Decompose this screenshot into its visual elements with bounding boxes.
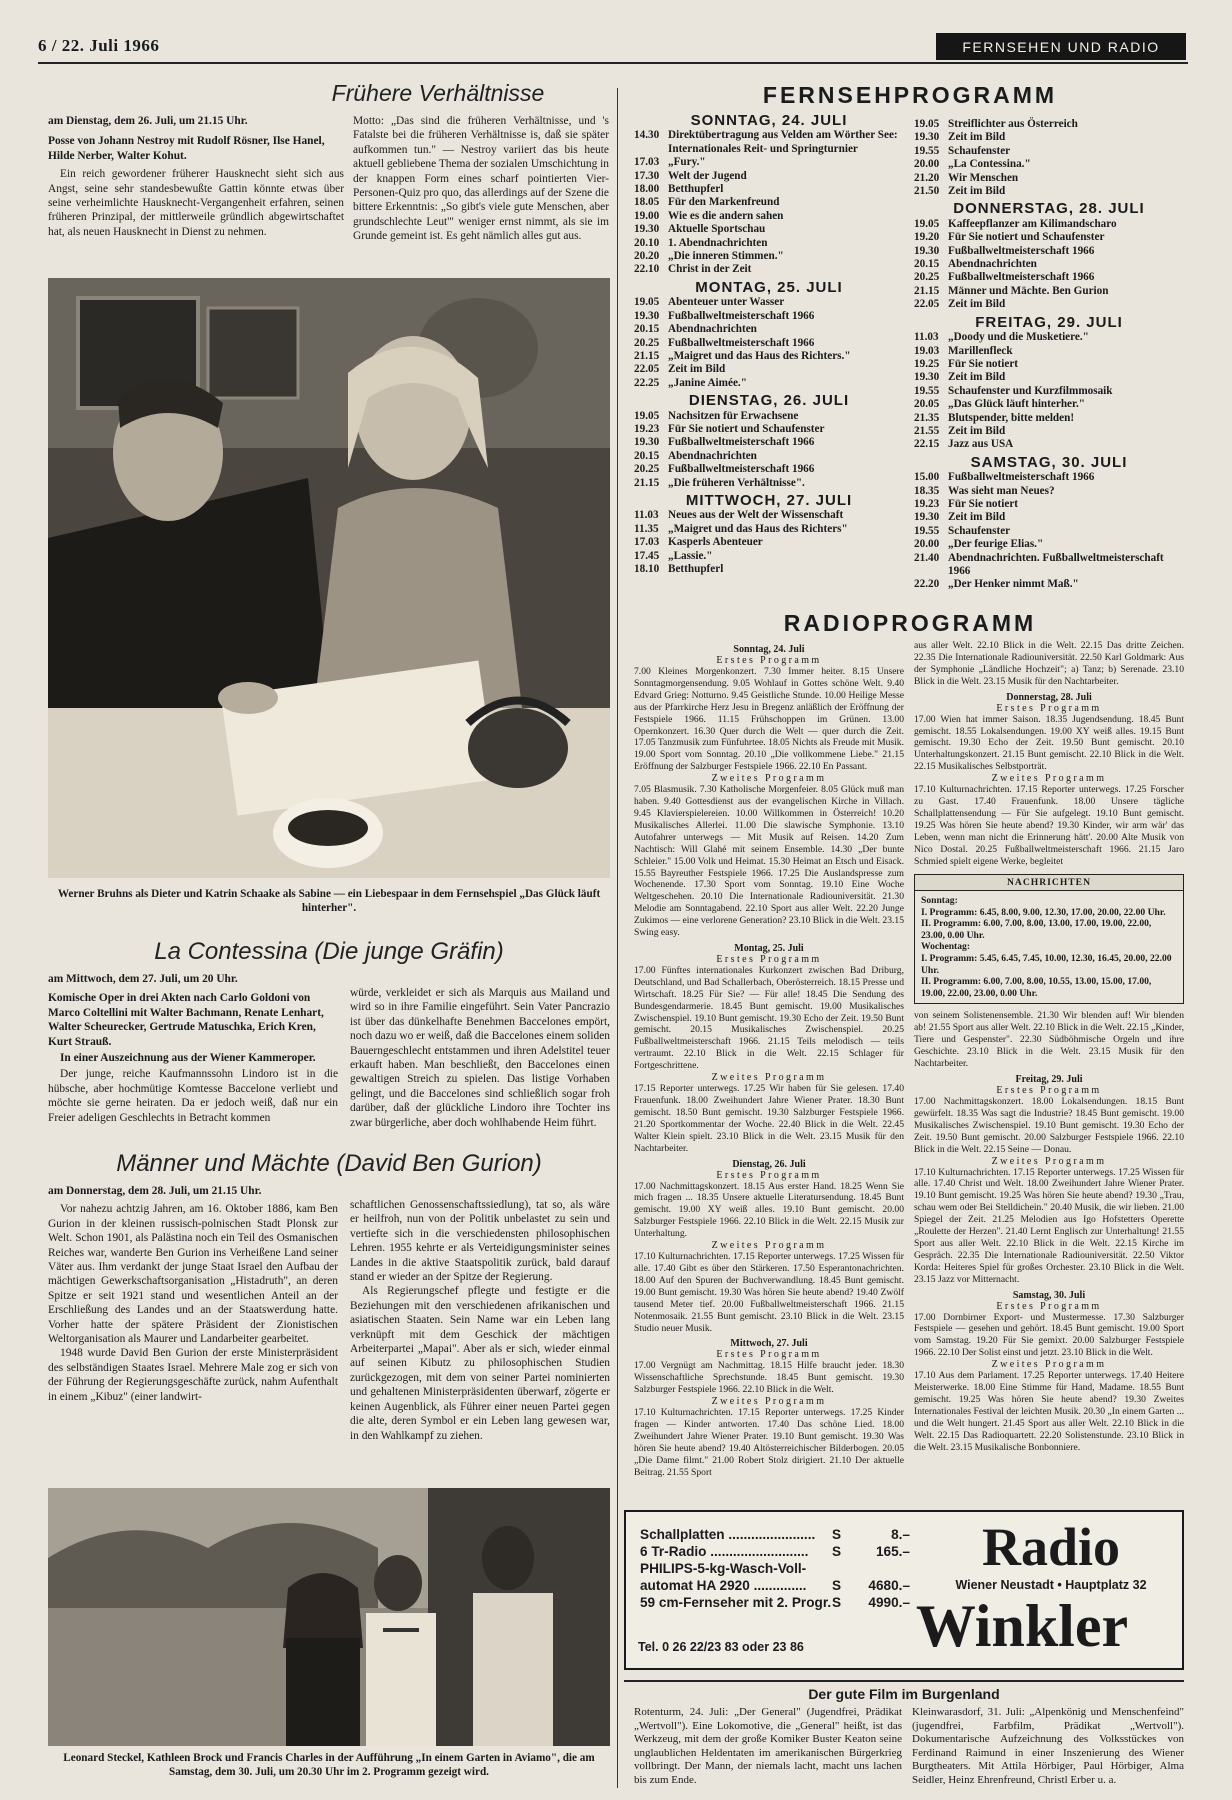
- tv-title: Fußballweltmeisterschaft 1966: [668, 436, 815, 449]
- article1-body-right: Motto: „Das sind die früheren Verhältnisse, und 's Fatalste bei die früheren Verhältnisse is, daß sie später aufkommen tun." — Nestroy variiert das bis heute aktuell gebliebene Thema der sozialen Umschichtung in der knappen Form eines scharf pointierten Vier-Personen-Quiz pro quo, das allerdings auf der Szene die bittere Erkenntnis: „So gibt's viele gute Menschen, aber grundschlechte Leut'" weniger ernst nimmt, als sie im Grunde gemeint ist. Es geht nämlich alles gut aus.: [353, 115, 609, 243]
- tv-time: 20.00: [914, 158, 940, 171]
- tv-program-item: [914, 118, 1184, 131]
- ad-address: Wiener Neustadt • Hauptplatz 32: [955, 1578, 1147, 1592]
- news-box-title: NACHRICHTEN: [915, 875, 1183, 892]
- radio-day-heading: Donnerstag, 28. Juli: [1006, 691, 1092, 703]
- tv-title: Fußballweltmeisterschaft 1966: [668, 309, 815, 322]
- ad-brand-radio: Radio: [981, 1517, 1121, 1577]
- tv-program-item: [634, 410, 904, 423]
- ad-price-line: [640, 1526, 910, 1543]
- tv-time: 20.00: [914, 538, 940, 551]
- radio-listings: von seinem Solistenensemble. 21.30 Wir blenden auf! Wir blenden ab! 21.55 Sport aus aller Welt. 22.10 Blick in die Welt. 22.15 „Kinder, Tiere und Gespenster". 22.30 Südböhmische Orgeln und ihre Geschichte. 23.10 Blick in die Welt. 23.15 Musik für den Nachtarbeiter.: [914, 1010, 1184, 1070]
- radio-listings: 17.10 Kulturnachrichten. 17.15 Reporter unterwegs. 17.25 Wissen für alle. 17.40 Christ und Welt. 18.00 Zweihundert Jahre Wiener Prater. 19.10 Bunt gemischt. 19.25 Was hören Sie heute abend? 19.30 „Trau, schau wem oder Bei Stelldichein." 20.40 Musik, die wir lieben. 21.00 Spiegel der Zeit. 21.25 Melodien aus Igo Hofstetters Operette „Roulette der Herzen". 21.40 Lernt Englisch zur Unterhaltung! 21.55 Sport aus aller Welt. 22.10 Blick in die Welt. 22.15 Kirche im Gespräch. 22.35 Die Internationale Radiouniversität. 22.50 Viktor Korda: Heiteres Spiel für großes Orchester. 23.10 Blick in die Welt. 23.15 Jazz vor Mitternacht.: [914, 1166, 1184, 1285]
- ad-currency: S: [832, 1544, 842, 1559]
- tv-program-heading: FERNSEHPROGRAMM: [762, 82, 1058, 108]
- tv-program-item: [914, 245, 1184, 258]
- article2-title: La Contessina (Die junge Gräfin): [154, 938, 504, 965]
- ad-currency: [832, 1560, 850, 1577]
- tv-time: 19.05: [914, 118, 940, 130]
- news-time-line: II. Programm: 6.00, 7.00, 8.00, 10.55, 13.00, 15.00, 17.00, 19.00, 22.00, 23.00, 0.00 Uhr.: [921, 976, 1152, 999]
- tv-program-item: [634, 377, 904, 390]
- tv-time: 22.15: [914, 438, 940, 451]
- tv-program-item: [914, 498, 1184, 511]
- tv-time: 20.20: [634, 250, 660, 263]
- tv-time: 20.05: [914, 398, 940, 411]
- tv-title: Fußballweltmeisterschaft 1966: [668, 336, 815, 349]
- tv-program-item: [634, 223, 904, 236]
- tv-title: Abendnachrichten: [668, 323, 757, 336]
- radio-day-heading: Dienstag, 26. Juli: [732, 1158, 806, 1170]
- news-times-box: [914, 874, 1184, 1005]
- radio-day-heading: Sonntag, 24. Juli: [733, 644, 805, 655]
- ad-price-line: [640, 1560, 910, 1577]
- article3-right-column: [350, 1198, 610, 1443]
- tv-title: Zeit im Bild: [948, 185, 1006, 198]
- tv-time: 19.05: [914, 217, 940, 230]
- tv-time: 21.50: [914, 185, 940, 198]
- radio-day-heading: Freitag, 29. Juli: [1015, 1073, 1083, 1085]
- film-rotenturm: Rotenturm, 24. Juli: „Der General" (Jugendfrei, Prädikat „Wertvoll"). Eine Lokomotive, die „General" heißt, ist das Werkzeug, mit dem der große Komiker Buster Keaton seine unglaublichen Heldentaten im amerikanischen Bürgerkrieg vollbringt. Der Mann, der niemals lacht, macht uns lachen bis zum Ende.: [634, 1706, 902, 1786]
- film-section-heading: Der gute Film im Burgenland: [808, 1686, 1000, 1702]
- tv-title: Für Sie notiert und Schaufenster: [948, 231, 1105, 244]
- tv-title: „Fury.": [668, 156, 706, 169]
- radio-program-label: Erstes Programm: [716, 1349, 822, 1361]
- tv-program-item: [634, 363, 904, 376]
- tv-time: 11.35: [634, 522, 659, 535]
- tv-title: „La Contessina.": [948, 158, 1031, 171]
- ad-telephone: Tel. 0 26 22/23 83 oder 23 86: [638, 1640, 804, 1654]
- tv-program-item: [914, 438, 1184, 451]
- tv-time: 19.55: [914, 384, 940, 397]
- article1-title: Frühere Verhältnisse: [331, 80, 545, 106]
- radio-winkler-ad: [624, 1510, 1184, 1670]
- tv-title: 1. Abendnachrichten: [668, 236, 768, 249]
- tv-title: „Die früheren Verhältnisse".: [668, 476, 805, 489]
- tv-title: Wir Menschen: [948, 171, 1019, 184]
- tv-program-item: [634, 350, 904, 363]
- article2-body-left: Der junge, reiche Kaufmannssohn Lindoro ist in die hübsche, aber hochmütige Komtesse Baccelone verliebt und möchte sie gerne heiraten. Da er jedoch weiß, daß nur ein Freier adeligen Geschlechts in Betracht kommen: [48, 1068, 338, 1124]
- tv-time: 19.30: [634, 223, 660, 236]
- film-section-rule: [624, 1680, 1184, 1682]
- tv-title: Direktübertragung aus Velden am Wörther See: Internationales Reit- und Springturnier: [668, 129, 898, 155]
- tv-title: „Janine Aimée.": [668, 376, 747, 389]
- tv-time: 21.55: [914, 424, 940, 437]
- radio-listings: 17.10 Kulturnachrichten. 17.15 Reporter unterwegs. 17.25 Forscher zu Gast. 17.40 Frauenfunk. 18.00 Unsere tägliche Schallplattensendung — Für Sie aufgelegt. 19.10 Bunt gemischt. 19.25 Was hören Sie heute abend? 19.30 Kinder, wir arm wär' das Leben, wenn man nicht die Erinnerung hätt'. 20.00 Alte Musik von Nico Dostal. 20.25 Fußballweltmeisterschaft 1966. 21.15 Jaro Schmied spielt eigene Werke, begleitet: [914, 784, 1184, 867]
- news-time-line: I. Programm: 6.45, 8.00, 9.00, 12.30, 17.00, 20.00, 22.00 Uhr.: [921, 906, 1166, 918]
- tv-program-item: [634, 250, 904, 263]
- ad-price: [850, 1560, 910, 1577]
- tv-day-heading: DONNERSTAG, 28. JULI: [953, 200, 1145, 218]
- tv-title: Zeit im Bild: [948, 424, 1006, 437]
- news-time-line: Wochentag:: [921, 941, 971, 953]
- tv-time: 17.45: [634, 549, 660, 562]
- play-still-illustration: [48, 1488, 610, 1746]
- ad-price-line: [640, 1577, 910, 1594]
- tv-title: Blutspender, bitte melden!: [948, 411, 1075, 424]
- news-time-line: II. Programm: 6.00, 7.00, 8.00, 13.00, 17.00, 19.00, 22.00, 23.00, 0.00 Uhr.: [921, 918, 1152, 941]
- tv-time: 19.30: [634, 309, 660, 322]
- tv-time: 20.15: [634, 323, 660, 336]
- article1-credits: Posse von Johann Nestroy mit Rudolf Rösner, Ilse Hanel, Hilde Nerber, Walter Kohut.: [48, 135, 325, 162]
- radio-listings: 17.00 Vergnügt am Nachmittag. 18.15 Hilfe braucht jeder. 18.30 Wissenschaftliche Sprechstunde. 18.45 Bunt gemischt. 19.30 Salzburger Festspiele 1966. 22.10 Blick in die Welt.: [634, 1360, 904, 1396]
- tv-program-item: [634, 310, 904, 323]
- tv-program-item: [634, 196, 904, 209]
- tv-program-item: [914, 398, 1184, 411]
- tv-time: 20.10: [634, 236, 660, 249]
- play-still-photo: [48, 1488, 610, 1746]
- tv-program-item: [634, 237, 904, 250]
- tv-title: Neues aus der Welt der Wissenschaft: [668, 509, 844, 522]
- tv-time: 19.30: [634, 436, 660, 449]
- tv-day-heading: DIENSTAG, 26. JULI: [688, 392, 850, 410]
- tv-program-item: [914, 538, 1184, 551]
- tv-program-item: [634, 477, 904, 490]
- tv-time: 15.00: [914, 471, 940, 484]
- tv-title: Männer und Mächte. Ben Gurion: [948, 284, 1109, 297]
- radio-program-label: Erstes Programm: [996, 1300, 1102, 1312]
- radio-program-label: Erstes Programm: [716, 953, 822, 965]
- tv-program-item: [914, 511, 1184, 524]
- tv-time: 21.15: [634, 476, 660, 489]
- tv-program-item: [914, 271, 1184, 284]
- radio-listings: 17.10 Aus dem Parlament. 17.25 Reporter unterwegs. 17.40 Heitere Meisterwerke. 18.00 Eine Stimme für Hand, Madame. 18.55 Bunt gemischt. 19.25 Was hören Sie heute abend? 19.30 Zweites Internationales Festival der leichten Musik. 20.30 „In einem Garten ... und die Welt hungert. 21.45 Sport aus aller Welt. 22.10 Blick in die Welt. 22.15 Das Radioquartett. 22.20 Solistenstunde. 23.10 Blick in die Welt. 23.15 Musikalische Bonbonniere.: [914, 1370, 1184, 1453]
- tv-program-item: [914, 331, 1184, 344]
- tv-title: Schaufenster: [948, 144, 1011, 157]
- tv-time: 22.05: [634, 363, 660, 376]
- tv-time: 22.05: [914, 298, 940, 311]
- tv-time: 20.15: [914, 258, 940, 271]
- news-time-line: I. Programm: 5.45, 6.45, 7.45, 10.00, 12.30, 16.45, 20.00, 22.00 Uhr.: [921, 953, 1172, 976]
- radio-listings: 7.05 Blasmusik. 7.30 Katholische Morgenfeier. 8.05 Glück muß man haben. 9.40 Gottesdienst aus der evangelischen Kirche in Villach. 9.45 Klavierspielereien. 10.00 Willkommen in Österreich! 10.20 Musikalisches Allerlei. 11.00 Die slawische Symphonie. 13.10 Autofahrer unterwegs — Mit Musik auf Reisen. 14.20 Zum Nachtisch: Will Glahé mit seinem Ensemble. 14.30 „Der bunte Schleier." 15.00 Volk und Heimat. 15.30 Heimat an Etsch und Eisack. 15.55 Bayreuther Festspiele 1966. 17.25 Die Auslandspresse zum Wochenende. 17.30 Sport vom Sonntag. 19.10 Eine Woche Weltgeschehen. 20.10 Die Internationale Radiouniversität. 21.30 Melodie am Sonntagabend. 22.10 Sport aus aller Welt. 22.20 Junge Zukimos — eine verlorene Generation? 23.10 Blick in die Welt. 23.15 Swing easy.: [634, 784, 905, 939]
- radio-listings: 17.10 Kulturnachrichten. 17.15 Reporter unterwegs. 17.25 Wissen für alle. 17.40 Gibt es über den Stärkeren. 17.50 Esperantonachrichten. 18.00 Auf den Spuren der Buchverwandlung. 18.45 Bunt gemischt. 19.00 Bunt gemischt. 19.30 Was hören Sie heute abend? 19.40 Zwölf tausend Meter tief. 20.00 Fußballweltmeisterschaft 1966. 21.15 Notenmosaik. 21.55 Bunt gemischt. 23.10 Blick in die Welt. 23.15 Studio neuer Musik.: [634, 1251, 904, 1334]
- radio-program-label: Zweites Programm: [711, 773, 827, 785]
- tv-title: Marillenfleck: [948, 344, 1013, 357]
- tv-title: Fußballweltmeisterschaft 1966: [948, 471, 1095, 484]
- article2-date: am Mittwoch, dem 27. Juli, um 20 Uhr.: [48, 973, 238, 985]
- tv-title: Abendnachrichten: [948, 258, 1037, 271]
- tv-program-item: [914, 131, 1184, 144]
- tv-program-item: [914, 145, 1184, 158]
- tv-time: 11.03: [914, 331, 939, 344]
- radio-listings: 17.00 Nachmittagskonzert. 18.00 Lokalsendungen. 18.15 Bunt gewürfelt. 18.35 Was sagt die Industrie? 18.45 Bunt gemischt. 19.00 Musikalisches Zwischenspiel. 19.10 Bunt gemischt. 19.30 Echo der Zeit. 19.50 Bunt gemischt. 20.00 Salzburger Festspiele 1966. 22.10 Blick in die Welt. 22.15 Seine — Donau.: [914, 1095, 1184, 1155]
- radio-program-label: Zweites Programm: [991, 1155, 1107, 1167]
- tv-program-item: [634, 563, 904, 576]
- ad-price: 165.–: [875, 1544, 910, 1559]
- tv-title: „Maigret und das Haus des Richters.": [668, 349, 851, 362]
- tv-time: 20.25: [914, 271, 940, 284]
- tv-program-item: [634, 263, 904, 276]
- radio-listings: 17.00 Nachmittagskonzert. 18.15 Aus erster Hand. 18.25 Wenn Sie mich fragen ... 18.35 Unsere aktuelle Literatursendung. 18.45 Bunt gemischt. 19.00 XY weiß alles. 19.10 Bunt gemischt. 20.00 Salzburger Festspiele 1966. 22.10 Blick in die Welt. 22.15 Musik zur Unterhaltung.: [634, 1180, 904, 1240]
- tv-title: Was sieht man Neues?: [948, 484, 1055, 497]
- tv-time: 19.30: [914, 511, 940, 524]
- header-rule: [38, 62, 1188, 64]
- tv-title: Fußballweltmeisterschaft 1966: [948, 244, 1095, 257]
- tv-title: Zeit im Bild: [948, 298, 1006, 311]
- radio-listings: 7.00 Kleines Morgenkonzert. 7.30 Immer heiter. 8.15 Unsere Sonntagmorgensendung. 9.05 Wohlauf in Gottes schöne Welt. 9.40 Edvard Grieg: Notturno. 9.45 Geistliche Stunde. 10.00 Heilige Messe aus der Pfarrkirche Herz Jesu in Bregenz anläßlich der Eröffnung der Festspiele 1966. 11.15 Frühschoppen im Grünen. 13.00 Opernkonzert. 16.30 Quer durch die Welt — quer durch die Zeit. 17.05 Tanzmusik zum Fünfuhrtee. 18.05 Nichts als Freude mit Musik. 19.00 Sport vom Sonntag. 20.10 „Die vollkommene Liebe." 21.15 Eröffnung der Salzburger Festspiele 1966. 22.10 En Passant.: [634, 666, 904, 773]
- tv-title: Kasperls Abenteuer: [668, 536, 763, 549]
- radio-day-heading: Montag, 25. Juli: [734, 942, 804, 954]
- tv-program-item: [914, 552, 1184, 579]
- tv-program-item: [634, 509, 904, 522]
- tv-program-item: [634, 296, 904, 309]
- tv-program-item: [914, 218, 1184, 231]
- tv-program-column-2: [914, 118, 1184, 592]
- tv-program-item: [914, 485, 1184, 498]
- tv-program-item: [914, 172, 1184, 185]
- tv-title: „Der feurige Elias.": [948, 538, 1044, 551]
- radio-program-label: Erstes Programm: [996, 1084, 1102, 1096]
- tv-program-item: [634, 463, 904, 476]
- ad-price: 8.–: [891, 1527, 910, 1542]
- tv-program-item: [914, 385, 1184, 398]
- tv-title: Kaffeepflanzer am Kilimandscharo: [948, 217, 1117, 230]
- tv-program-item: [634, 436, 904, 449]
- tv-title: Fußballweltmeisterschaft 1966: [668, 463, 815, 476]
- tv-time: 21.35: [914, 411, 940, 424]
- radio-program-left-column: [634, 640, 904, 1479]
- tv-time: 19.20: [914, 231, 940, 244]
- tv-title: „Der Henker nimmt Maß.": [948, 578, 1079, 591]
- radio-listings: 17.10 Kulturnachrichten. 17.15 Reporter unterwegs. 17.25 Kinder fragen — Kinder antworten. 17.40 Das schöne Lied. 18.00 Zweihundert Jahre Wiener Prater. 19.10 Bunt gemischt. 19.30 Was hören Sie heute abend? 19.40 Altösterreichischer Bilderbogen. 20.05 „Die Dame filmt." 21.00 Robert Stolz dirigiert. 21.10 Der aktuelle Beitrag. 21.55 Sport: [634, 1407, 904, 1478]
- tv-title: Schaufenster und Kurzfilmmosaik: [948, 384, 1113, 397]
- tv-program-item: [634, 129, 904, 156]
- film-kleinwarasdorf: Kleinwarasdorf, 31. Juli: „Alpenkönig und Menschenfeind" (jugendfrei, Farbfilm, Prädikat „Wertvoll"). Dokumentarische Aufzeichnung des Volksstückes von Ferdinand Raimund in einer Inszenierung des Wiener Burgtheaters. Mit Attila Hörbiger, Paul Hörbiger, Alma Seidler, Heinz Ehrenfreund, Christl Erber u. a.: [912, 1706, 1184, 1786]
- tv-title: Abendnachrichten: [668, 449, 757, 462]
- tv-program-item: [914, 158, 1184, 171]
- ad-currency: S: [832, 1578, 842, 1593]
- radio-program-label: Erstes Programm: [716, 1169, 822, 1181]
- tv-time: 18.10: [634, 563, 660, 575]
- article1-right-column: [353, 114, 609, 244]
- radio-program-label: Zweites Programm: [991, 773, 1107, 785]
- tv-program-item: [914, 258, 1184, 271]
- radio-listings: 17.15 Reporter unterwegs. 17.25 Wir haben für Sie gelesen. 17.40 Frauenfunk. 18.00 Zweihundert Jahre Wiener Prater. 18.30 Bunt gemischt. 18.50 Bunt gemischt. 19.30 Salzburger Festspiele 1966. 21.20 Sportkommentar der Woche. 22.40 Blick in die Welt. 22.45 Walter Klein spielt. 23.10 Blick in die Welt. 23.15 Musik für den Nachtarbeiter.: [634, 1083, 904, 1154]
- ad-price: 4680.–: [868, 1578, 910, 1593]
- page-date: 6 / 22. Juli 1966: [38, 36, 160, 55]
- article1-body-left: Ein reich gewordener früherer Hausknecht sieht sich aus Angst, seine sehr standesbewußte Gattin könnte etwas über seine verheimlichte Hausknecht-Vergangenheit erfahren, seinen früheren Prinzipal, der mittlerweile gründlich abgewirtschaftet hat, als neuen Hausknecht in Dienst zu nehmen.: [48, 168, 344, 238]
- tv-time: 17.30: [634, 169, 660, 182]
- tv-time: 14.30: [634, 129, 660, 142]
- article1-left-column: [48, 114, 344, 239]
- tv-title: „Doody und die Musketiere.": [948, 331, 1089, 344]
- news-time-line: Sonntag:: [921, 895, 958, 907]
- tv-title: „Lassie.": [668, 549, 713, 562]
- article2-left-column: [48, 972, 338, 1125]
- tv-program-item: [634, 450, 904, 463]
- tv-day-heading: MONTAG, 25. JULI: [695, 278, 843, 296]
- tv-program-item: [634, 550, 904, 563]
- column-divider: [617, 88, 618, 1788]
- article3-title: Männer und Mächte (David Ben Gurion): [116, 1150, 542, 1177]
- tv-time: 20.15: [634, 449, 660, 462]
- tv-title: Abendnachrichten. Fußballweltmeisterschaft 1966: [948, 551, 1164, 577]
- tv-time: 19.05: [634, 296, 660, 309]
- tv-day-heading: FREITAG, 29. JULI: [975, 313, 1123, 331]
- article3-body-right: schaftlichen Genossenschaftssiedlung), tat so, als wäre er heilfroh, nun von der Politik unbelastet zu sein und vertiefte sich in die verschiedensten philosophischen Lehren. 1955 kehrte er als Verteidigungsminister seines Landes in die aktive Staatspolitik zurück, bald darauf stand er wieder an der Spitze der Regierung. Als Regierungschef pflegte und festigte er die Beziehungen mit den verschiedenen afrikanischen und asiatischen Staaten. Sein Name war ein Leben lang verknüpft mit dem Geschick der mächtigen Arbeiterpartei „Mapai". Aber als er sich, wieder einmal auf seinen Kibutz zu philosophischen Studien zurückgezogen, mit dem von seiner Partei nominierten und gehaltenen Ministerpräsidenten überwarf, zögerte er keinen Augenblick, als Führer einer neuen Partei gegen die alte, deren Symbol er ein Leben lang gewesen war, in den Wahlkampf zu ziehen.: [350, 1199, 610, 1442]
- tv-title: Streiflichter aus Österreich: [948, 118, 1078, 130]
- tv-day-heading: SAMSTAG, 30. JULI: [970, 453, 1128, 471]
- tv-program-item: [914, 231, 1184, 244]
- ad-item: 59 cm-Fernseher mit 2. Progr.: [640, 1595, 832, 1610]
- tv-program-item: [634, 210, 904, 223]
- section-banner: FERNSEHEN UND RADIO: [936, 33, 1186, 60]
- tv-time: 19.25: [914, 357, 940, 370]
- ad-item: Schallplatten .......................: [640, 1527, 816, 1542]
- tv-title: Betthupferl: [668, 183, 724, 196]
- tv-title: Schaufenster: [948, 524, 1011, 537]
- radio-listings: 17.00 Dornbirner Export- und Mustermesse. 17.30 Salzburger Festspiele — gesehen und gehört. 18.45 Bunt gemischt. 19.00 Sport vom Samstag. 19.20 Für Sie gemixt. 20.00 Salzburger Festspiele 1966. 22.10 Der Solist einst und jetzt. 23.10 Blick in die Welt.: [914, 1311, 1184, 1359]
- tv-time: 17.03: [634, 536, 660, 549]
- tv-program-item: [634, 156, 904, 169]
- tv-time: 19.03: [914, 344, 940, 357]
- ad-currency: S: [832, 1527, 842, 1542]
- tv-program-column-1: [634, 110, 904, 576]
- tv-time: 19.55: [914, 524, 940, 537]
- tv-time: 18.35: [914, 484, 940, 497]
- tv-program-item: [634, 337, 904, 350]
- radio-day-heading: Mittwoch, 27. Juli: [730, 1338, 808, 1350]
- tv-title: Christ in der Zeit: [668, 263, 752, 276]
- tv-program-item: [914, 525, 1184, 538]
- tv-title: Welt der Jugend: [668, 169, 747, 182]
- tv-program-item: [914, 412, 1184, 425]
- tv-program-item: [634, 170, 904, 183]
- ad-item: PHILIPS-5-kg-Wasch-Voll-: [640, 1561, 807, 1576]
- tv-title: Wie es die andern sahen: [668, 209, 784, 222]
- article2-body-right: würde, verkleidet er sich als Marquis aus Mailand und wird so in ihre Familie eingeführt. Sein Vater Pancrazio ist über das dünkelhafte Benehmen Baccelones empört, noch dazu wo er weiß, daß die Baccelones einem soliden Bauerngeschlecht entstammen und ihren Adelstitel teuer erkauft haben. Man beschließt, den Baccelones einen gewaltigen Streich zu spielen. Das listige Vorhaben gelingt, und die Baccelones sind schließlich sogar froh darüber, daß der glückliche Lindoro ihre Tochter ins zwar bürgerliche, aber doch wohlhabende Heim führt.: [350, 987, 610, 1129]
- tv-title: Nachsitzen für Erwachsene: [668, 409, 799, 422]
- ad-price: 4990.–: [868, 1595, 910, 1610]
- tv-day-heading: MITTWOCH, 27. JULI: [685, 491, 853, 509]
- tv-program-item: [914, 298, 1184, 311]
- tv-title: Fußballweltmeisterschaft 1966: [948, 271, 1095, 284]
- tv-time: 20.25: [634, 463, 660, 476]
- radio-listings: 17.00 Fünftes internationales Kurkonzert zwischen Bad Driburg, Deutschland, und Bad Schallerbach, Oberösterreich. 18.15 Presse und Wirtschaft. 18.25 Für Sie? — Für alle! 18.45 Die Sendung des Bundesgendarmerie. 18.45 Bunt gemischt. 19.00 Musikalisches Zwischenspiel. 19.10 Bunt gemischt. 19.30 Echo der Zeit. 19.50 Bunt gemischt. 20.15 Musikalisches Zwischenspiel. 20.25 Fußballweltmeisterschaft 1966. 21.15 Teils melodisch — teils vertraumt. 22.10 Blick in die Welt. 22.15 Schlager für Fortgeschrittene.: [634, 964, 904, 1072]
- tv-program-item: [634, 536, 904, 549]
- tv-program-item: [914, 345, 1184, 358]
- radio-listings: aus aller Welt. 22.10 Blick in die Welt. 22.15 Das dritte Zeichen. 22.35 Die Internationale Radiouniversität. 22.50 Karl Goldmark: Aus der Symphonie „Ländliche Hochzeit"; a) Tanz; b) Serenade. 23.10 Blick in die Welt. 23.15 Musik für den Nachtarbeiter.: [914, 640, 1184, 687]
- ad-brand-winkler: Winkler: [915, 1593, 1129, 1659]
- tv-title: Für Sie notiert: [948, 357, 1019, 370]
- tv-title: Jazz aus USA: [948, 438, 1014, 451]
- tv-title: Zeit im Bild: [668, 363, 726, 376]
- tv-time: 22.20: [914, 578, 940, 591]
- tv-title: Für Sie notiert: [948, 497, 1019, 510]
- tv-program-item: [634, 523, 904, 536]
- tv-program-item: [914, 425, 1184, 438]
- tv-title: „Maigret und das Haus des Richters": [668, 522, 848, 535]
- tv-program-item: [634, 423, 904, 436]
- tv-time: 19.23: [914, 497, 940, 510]
- radio-program-heading: RADIOPROGRAMM: [783, 610, 1037, 636]
- article2-credits: Komische Oper in drei Akten nach Carlo Goldoni von Marco Coltellini mit Walter Bachmann, Renate Lenhart, Walter Scheurecker, Gertrude Matuschka, Erich Kren, Kurt Strauß.: [48, 992, 324, 1048]
- radio-program-label: Zweites Programm: [711, 1240, 827, 1252]
- ad-item: automat HA 2920 ..............: [640, 1578, 807, 1593]
- ad-currency: S: [832, 1595, 842, 1610]
- radio-program-label: Zweites Programm: [991, 1359, 1107, 1371]
- tv-time: 19.23: [634, 422, 660, 435]
- radio-program-label: Zweites Programm: [711, 1072, 827, 1084]
- tv-still-illustration: [48, 278, 610, 878]
- tv-time: 21.40: [914, 551, 940, 564]
- tv-time: 20.25: [634, 336, 660, 349]
- tv-program-item: [914, 471, 1184, 484]
- tv-title: „Das Glück läuft hinterher.": [948, 398, 1085, 411]
- tv-title: Für Sie notiert und Schaufenster: [668, 422, 825, 435]
- tv-time: 19.00: [634, 209, 660, 222]
- tv-program-item: [914, 578, 1184, 591]
- tv-program-item: [914, 285, 1184, 298]
- radio-program-right-column: [914, 640, 1184, 1454]
- tv-day-heading: SONNTAG, 24. JULI: [690, 112, 848, 129]
- tv-time: 21.20: [914, 171, 940, 184]
- tv-title: Aktuelle Sportschau: [668, 223, 766, 236]
- ad-item: 6 Tr-Radio ..........................: [640, 1544, 809, 1559]
- tv-title: Betthupferl: [668, 563, 724, 575]
- radio-program-label: Zweites Programm: [711, 1396, 827, 1408]
- tv-time: 19.05: [634, 409, 660, 422]
- tv-still-photo: [48, 278, 610, 878]
- tv-program-item: [634, 183, 904, 196]
- tv-time: 19.55: [914, 144, 940, 157]
- tv-program-item: [914, 371, 1184, 384]
- tv-time: 18.00: [634, 183, 660, 196]
- article3-body-left: Vor nahezu achtzig Jahren, am 16. Oktober 1886, kam Ben Gurion in der kleinen russisch-polnischen Stadt Plonsk zur Welt. Schon 1901, als Palästina noch ein Teil des Osmanischen Reiches war, wanderte Ben Gurion ins Verheißene Land seiner Väter aus. Ihm verdankt der junge Staat Israel den Aufbau der mächtigen Gewerkschaftsorganisation „Histadruth", an deren Spitze er seit 1921 stand und wesentlichen Anteil an der Erschließung des Landes und an der Staatswerdung hatte. Vorher hatte der spätere Präsident der Zionistischen Weltorganisation als Maurer und Landarbeiter gearbeitet. 1948 wurde David Ben Gurion der erste Ministerpräsident des selbständigen Staates Israel. Mehrere Male zog er sich von der Führung der Regierungsgeschäfte zurück, nahm Aufenthalt in einem „Kibuz" (einer landwirt-: [48, 1203, 338, 1403]
- tv-title: Zeit im Bild: [948, 511, 1006, 524]
- ad-price-line: [640, 1543, 910, 1560]
- tv-program-item: [634, 323, 904, 336]
- photo2-caption: Leonard Steckel, Kathleen Brock und Francis Charles in der Aufführung „In einem Garten in Aviamo", die am Samstag, dem 30. Juli, um 20.30 Uhr im 2. Programm gezeigt wird.: [63, 1752, 595, 1778]
- article3-left-column: [48, 1184, 338, 1404]
- tv-time: 19.30: [914, 244, 940, 257]
- tv-time: 19.30: [914, 371, 940, 384]
- tv-time: 19.30: [914, 131, 940, 144]
- tv-time: 21.15: [634, 349, 660, 362]
- tv-time: 21.15: [914, 284, 940, 297]
- tv-title: Für den Markenfreund: [668, 196, 780, 209]
- tv-time: 11.03: [634, 509, 659, 522]
- tv-program-item: [914, 358, 1184, 371]
- radio-program-label: Erstes Programm: [716, 655, 822, 666]
- article2-credits2: In einer Auszeichnung aus der Wiener Kammeroper.: [60, 1052, 316, 1065]
- tv-program-item: [914, 185, 1184, 198]
- tv-time: 17.03: [634, 156, 660, 169]
- radio-program-label: Erstes Programm: [996, 702, 1102, 714]
- article2-right-column: [350, 986, 610, 1130]
- tv-time: 22.25: [634, 376, 660, 389]
- photo1-caption: Werner Bruhns als Dieter und Katrin Schaake als Sabine — ein Liebespaar in dem Fernsehspiel „Das Glück läuft hinterher".: [57, 888, 601, 914]
- tv-title: „Die inneren Stimmen.": [668, 250, 784, 263]
- tv-time: 22.10: [634, 263, 660, 276]
- tv-title: Zeit im Bild: [948, 131, 1006, 144]
- radio-listings: 17.00 Wien hat immer Saison. 18.35 Jugendsendung. 18.45 Bunt gemischt. 18.55 Lokalsendungen. 19.00 XY weiß alles. 19.15 Bunt gemischt. 19.30 Echo der Zeit. 19.50 Bunt gemischt. 20.10 Unterhaltungskonzert. 21.15 Bunt gemischt. 22.10 Blick in die Welt. 22.15 Musikalisches Selbstporträt.: [914, 713, 1184, 773]
- tv-title: Zeit im Bild: [948, 371, 1006, 384]
- article1-date: am Dienstag, dem 26. Juli, um 21.15 Uhr.: [48, 115, 248, 127]
- tv-title: Abenteuer unter Wasser: [668, 296, 785, 309]
- article3-date: am Donnerstag, dem 28. Juli, um 21.15 Uhr.: [48, 1185, 262, 1197]
- tv-time: 18.05: [634, 196, 660, 209]
- radio-day-heading: Samstag, 30. Juli: [1012, 1289, 1086, 1301]
